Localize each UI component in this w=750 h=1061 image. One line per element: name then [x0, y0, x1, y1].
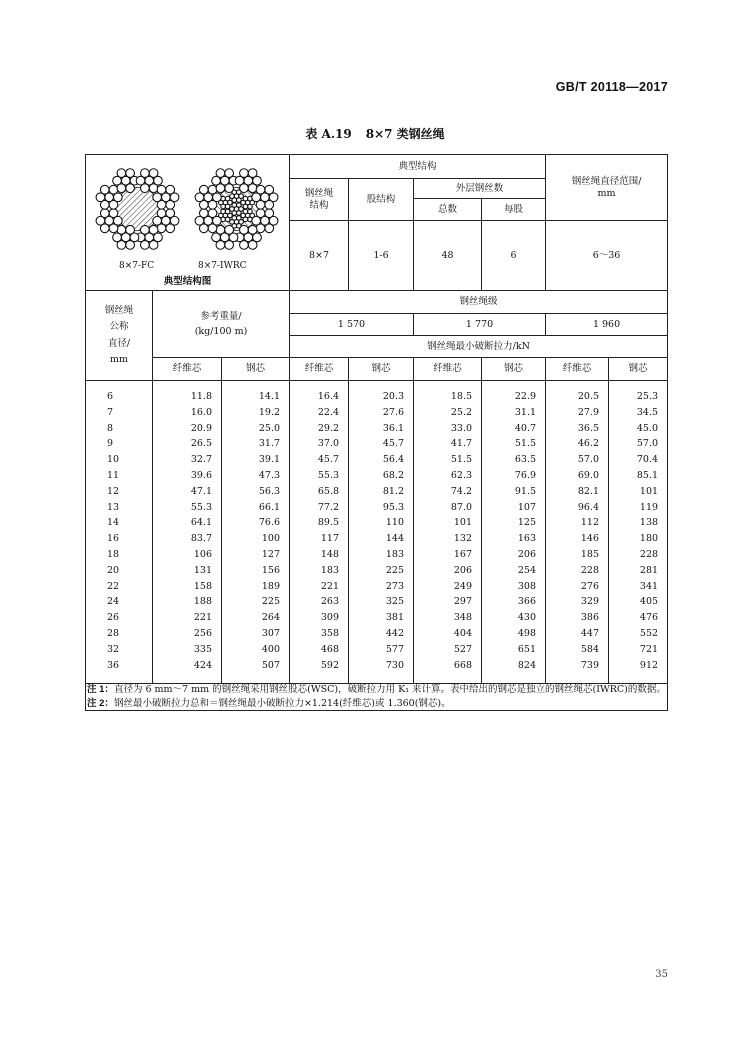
table-cell: 46.2 [577, 438, 600, 450]
table-cell: 158 [193, 580, 212, 592]
table-cell: 206 [453, 564, 473, 576]
diameter-range-header-text: 钢丝绳直径范围/ mm [571, 175, 642, 199]
table-cell: 25.2 [450, 406, 473, 418]
column-nominal-diameter [86, 381, 153, 684]
table-cell: 24 [107, 596, 120, 608]
table-cell: 20.5 [577, 391, 600, 402]
table-notes [86, 684, 668, 711]
table-cell: 221 [193, 612, 212, 624]
table-caption-title: 8×7 类钢丝绳 [365, 127, 445, 141]
table-cell: 36.1 [382, 422, 405, 434]
min-breaking-force-header: 钢丝绳最小破断拉力/kN [290, 336, 668, 358]
column-1960-steel [609, 381, 668, 684]
table-cell: 91.5 [514, 485, 537, 497]
table-cell: 32.7 [190, 454, 212, 466]
note-1-label: 注 1： [87, 684, 114, 696]
table-cell: 404 [453, 627, 473, 639]
table-cell: 85.1 [636, 469, 659, 481]
table-cell: 18.5 [450, 391, 473, 402]
table-cell: 57.0 [636, 438, 659, 450]
table-cell: 297 [453, 596, 473, 608]
table-cell: 34.5 [636, 406, 659, 418]
iwrc-label: 8×7-IWRC [198, 261, 247, 271]
table-cell: 51.5 [450, 454, 473, 466]
table-cell: 20.9 [190, 422, 212, 434]
core-label-1770-steel: 钢芯 [482, 358, 546, 381]
table-cell: 64.1 [190, 517, 212, 529]
table-cell: 180 [639, 533, 659, 545]
nominal-diameter-label: 钢丝绳 公称 直径/ mm [104, 305, 134, 365]
table-cell: 335 [193, 643, 212, 655]
table-cell: 100 [261, 533, 281, 545]
table-cell: 577 [385, 643, 405, 655]
table-cell: 381 [385, 612, 405, 624]
column-weight-fiber [153, 381, 222, 684]
table-cell: 14.1 [258, 391, 281, 402]
table-cell: 721 [639, 643, 659, 655]
table-cell: 9 [107, 438, 114, 450]
table-cell: 276 [580, 580, 600, 592]
column-1570-fiber [290, 381, 349, 684]
note-1-text: 直径为 6 mm～7 mm 的钢丝绳采用钢丝股芯(WSC)，破断拉力用 K₁ 来计算。表中给出的钢芯是独立的钢丝绳芯(IWRC)的数据。 [113, 684, 666, 696]
table-cell: 249 [453, 580, 473, 592]
table-cell: 70.4 [636, 454, 659, 466]
table-cell: 39.1 [258, 454, 281, 466]
table-cell: 39.6 [190, 469, 212, 481]
table-cell: 26 [107, 612, 120, 624]
table-cell: 386 [580, 612, 600, 624]
table-cell: 183 [385, 548, 405, 560]
table-cell: 405 [639, 596, 659, 608]
table-cell: 83.7 [190, 533, 212, 545]
note-2 [87, 698, 666, 710]
table-cell: 32 [107, 643, 120, 655]
table-cell: 18 [107, 548, 120, 560]
table-cell: 206 [517, 548, 537, 560]
table-cell: 107 [517, 501, 537, 513]
table-cell: 45.7 [317, 454, 340, 466]
table-cell: 256 [193, 627, 212, 639]
note-2-label: 注 2： [87, 698, 114, 710]
table-cell: 281 [639, 564, 659, 576]
core-label-1770-fiber: 纤维芯 [414, 358, 482, 381]
table-cell: 19.2 [258, 406, 281, 418]
table-cell: 6 [107, 391, 114, 402]
table-cell: 47.1 [190, 485, 212, 497]
table-cell: 27.6 [382, 406, 405, 418]
table-cell: 341 [639, 580, 659, 592]
table-cell: 442 [385, 627, 405, 639]
grade-1570: 1 570 [290, 314, 414, 336]
table-cell: 308 [517, 580, 537, 592]
table-cell: 76.9 [514, 469, 537, 481]
table-cell: 527 [453, 643, 473, 655]
table-cell: 36 [107, 659, 120, 671]
table-data-row [86, 381, 668, 684]
note-2-text: 钢丝最小破断拉力总和＝钢丝绳最小破断拉力×1.214(纤维芯)或 1.360(钢芯)。 [113, 698, 451, 710]
standard-number: GB/T 20118—2017 [555, 80, 668, 94]
table-cell: 117 [320, 533, 340, 545]
column-1770-fiber [414, 381, 482, 684]
core-label-1960-steel: 钢芯 [609, 358, 668, 381]
table-cell: 106 [193, 548, 212, 560]
table-cell: 22 [107, 580, 120, 592]
core-label-1960-fiber: 纤维芯 [546, 358, 609, 381]
table-cell: 273 [385, 580, 405, 592]
table-caption-number: 表 A.19 [305, 127, 352, 141]
reference-weight-label: 参考重量/ (kg/100 m) [194, 310, 248, 337]
table-cell: 7 [107, 406, 114, 418]
table-cell: 131 [193, 564, 212, 576]
typical-structure-header: 典型结构 [290, 155, 546, 179]
steel-core-cross-section [195, 169, 278, 250]
table-cell: 127 [261, 548, 281, 560]
table-cell: 144 [385, 533, 405, 545]
nominal-diameter-header [86, 291, 153, 381]
table-cell: 307 [261, 627, 281, 639]
table-cell: 56.4 [382, 454, 405, 466]
table-cell: 25.0 [258, 422, 281, 434]
table-cell: 156 [261, 564, 281, 576]
core-label-1570-steel: 钢芯 [349, 358, 414, 381]
table-cell: 77.2 [317, 501, 340, 513]
table-cell: 63.5 [514, 454, 537, 466]
table-cell: 148 [320, 548, 340, 560]
outer-wires-header: 外层钢丝数 [414, 179, 546, 199]
rope-grade-header: 钢丝绳级 [290, 291, 668, 314]
table-cell: 12 [107, 485, 120, 497]
table-cell: 31.1 [514, 406, 537, 418]
table-cell: 447 [580, 627, 600, 639]
diameter-range-value: 6～36 [546, 221, 668, 291]
table-cell: 507 [261, 659, 281, 671]
table-cell: 476 [639, 612, 659, 624]
grade-1960: 1 960 [546, 314, 668, 336]
outer-wires-total-header: 总数 [414, 199, 482, 221]
table-cell: 254 [517, 564, 537, 576]
table-cell: 552 [639, 627, 659, 639]
fiber-core-cross-section [96, 169, 179, 250]
table-cell: 31.7 [258, 438, 281, 450]
column-weight-steel [222, 381, 290, 684]
table-cell: 41.7 [450, 438, 473, 450]
rope-cross-section-diagrams [86, 159, 289, 259]
table-cell: 47.3 [258, 469, 281, 481]
table-cell: 36.5 [577, 422, 600, 434]
table-caption [0, 125, 750, 142]
table-cell: 69.0 [577, 469, 600, 481]
table-cell: 112 [580, 517, 600, 529]
table-cell: 27.9 [577, 406, 600, 418]
rope-structure-label: 钢丝绳 结构 [304, 187, 334, 211]
table-cell: 87.0 [450, 501, 473, 513]
table-cell: 185 [580, 548, 600, 560]
table-cell: 66.1 [258, 501, 281, 513]
table-cell: 400 [261, 643, 281, 655]
table-cell: 366 [517, 596, 537, 608]
table-cell: 57.0 [577, 454, 600, 466]
note-1 [87, 684, 666, 696]
table-cell: 29.2 [317, 422, 340, 434]
strand-structure-value: 1-6 [349, 221, 414, 291]
table-cell: 101 [639, 485, 659, 497]
table-cell: 26.5 [190, 438, 212, 450]
table-cell: 228 [639, 548, 659, 560]
table-cell: 65.8 [317, 485, 340, 497]
table-cell: 739 [580, 659, 600, 671]
table-cell: 55.3 [317, 469, 340, 481]
table-cell: 25.3 [636, 391, 659, 402]
table-cell: 68.2 [382, 469, 405, 481]
table-cell: 146 [580, 533, 600, 545]
table-cell: 358 [320, 627, 340, 639]
table-cell: 33.0 [450, 422, 473, 434]
table-cell: 228 [580, 564, 600, 576]
table-cell: 264 [261, 612, 281, 624]
core-label-1570-fiber: 纤维芯 [290, 358, 349, 381]
typical-structure-figure [86, 155, 290, 291]
typical-structure-figure-title: 典型结构图 [163, 276, 212, 287]
table-cell: 16 [107, 533, 120, 545]
table-cell: 22.4 [317, 406, 340, 418]
table-cell: 498 [517, 627, 537, 639]
table-cell: 55.3 [190, 501, 212, 513]
table-cell: 163 [517, 533, 537, 545]
table-cell: 468 [320, 643, 340, 655]
table-cell: 183 [320, 564, 340, 576]
table-cell: 40.7 [514, 422, 537, 434]
table-cell: 189 [261, 580, 281, 592]
table-cell: 37.0 [317, 438, 340, 450]
table-cell: 76.6 [258, 517, 281, 529]
table-cell: 51.5 [514, 438, 537, 450]
table-cell: 325 [385, 596, 405, 608]
diameter-range-header [546, 155, 668, 221]
reference-weight-header [153, 291, 290, 358]
grade-1770: 1 770 [414, 314, 546, 336]
rope-structure-value: 8×7 [290, 221, 349, 291]
column-1770-steel [482, 381, 546, 684]
table-cell: 668 [453, 659, 473, 671]
table-cell: 82.1 [577, 485, 600, 497]
table-cell: 912 [639, 659, 659, 671]
table-cell: 225 [261, 596, 281, 608]
table-cell: 14 [107, 517, 120, 529]
page-number: 35 [655, 969, 668, 980]
strand-structure-header: 股结构 [349, 179, 414, 221]
table-cell: 81.2 [382, 485, 405, 497]
table-cell: 20 [107, 564, 120, 576]
table-cell: 592 [320, 659, 340, 671]
table-cell: 8 [107, 422, 114, 434]
table-cell: 138 [639, 517, 659, 529]
column-1960-fiber [546, 381, 609, 684]
table-cell: 89.5 [317, 517, 340, 529]
table-cell: 110 [385, 517, 405, 529]
outer-wires-total-value: 48 [414, 221, 482, 291]
rope-structure-header [290, 179, 349, 221]
core-label-weight-fiber: 纤维芯 [153, 358, 222, 381]
table-cell: 11 [107, 469, 120, 481]
table-cell: 96.4 [577, 501, 600, 513]
table-cell: 221 [320, 580, 340, 592]
table-cell: 132 [453, 533, 473, 545]
table-cell: 263 [320, 596, 340, 608]
table-cell: 424 [193, 659, 212, 671]
table-cell: 11.8 [190, 391, 212, 402]
table-cell: 125 [517, 517, 537, 529]
wire-rope-table [85, 154, 668, 711]
table-cell: 45.7 [382, 438, 405, 450]
table-cell: 56.3 [258, 485, 281, 497]
outer-wires-per-strand-value: 6 [482, 221, 546, 291]
table-cell: 22.9 [514, 391, 537, 402]
table-cell: 16.0 [190, 406, 212, 418]
table-cell: 74.2 [450, 485, 473, 497]
table-cell: 651 [517, 643, 537, 655]
outer-wires-per-strand-header: 每股 [482, 199, 546, 221]
table-cell: 20.3 [382, 391, 405, 402]
table-cell: 309 [320, 612, 340, 624]
table-cell: 45.0 [636, 422, 659, 434]
table-cell: 188 [193, 596, 212, 608]
table-cell: 430 [517, 612, 537, 624]
table-cell: 584 [580, 643, 600, 655]
table-cell: 62.3 [450, 469, 473, 481]
fc-label: 8×7-FC [119, 261, 155, 271]
table-cell: 167 [453, 548, 473, 560]
table-cell: 225 [385, 564, 405, 576]
table-cell: 16.4 [317, 391, 340, 402]
table-cell: 329 [580, 596, 600, 608]
column-1570-steel [349, 381, 414, 684]
table-cell: 824 [517, 659, 537, 671]
table-cell: 730 [385, 659, 405, 671]
table-cell: 28 [107, 627, 120, 639]
table-cell: 119 [639, 501, 659, 513]
table-cell: 10 [107, 454, 120, 466]
table-cell: 101 [453, 517, 473, 529]
core-label-weight-steel: 钢芯 [222, 358, 290, 381]
table-cell: 13 [107, 501, 120, 513]
table-cell: 348 [453, 612, 473, 624]
table-cell: 95.3 [382, 501, 405, 513]
